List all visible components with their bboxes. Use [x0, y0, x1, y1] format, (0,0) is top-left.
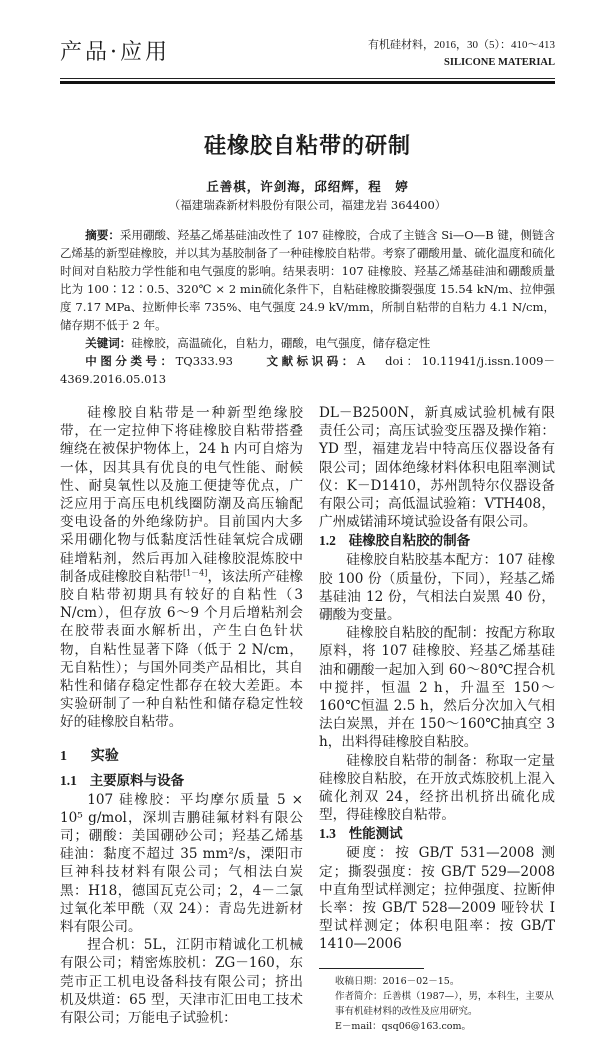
journal-english-name: SILICONE MATERIAL — [444, 57, 555, 68]
affiliation: （福建瑞森新材料股份有限公司，福建龙岩 364400） — [168, 198, 447, 212]
author-bio: 作者简介：丘善棋（1987—），男，本科生，主要从事有机硅材料的改性及应用研究。 — [335, 990, 554, 1017]
section-tag: 产品·应用 — [60, 40, 170, 65]
doc-code-label: 文献标识码： — [262, 354, 357, 368]
equipment-paragraph: 捏合机：5L，江阴市精诚化工机械有限公司；精密炼胶机：ZG－160，东莞市正工机电设备科技有限公司；挤出机及烘道：65 型，天津市汇田电工技术有限公司；万能电子试验机： — [60, 937, 303, 1027]
clc-value: TQ333.93 — [175, 354, 233, 368]
glue-prep-paragraph: 硅橡胶自粘胶的配制：按配方称取原料，将 107 硅橡胶、羟基乙烯基硅油和硼酸一起加入到 60～80℃捏合机中搅拌，恒温 2 h，升温至 150～160℃恒温 2.5 h，然后分次加入气相法白炭黑，并在 150～160℃抽真空 3 h，出料得硅橡胶自粘胶。 — [319, 625, 555, 751]
left-column — [60, 404, 303, 1034]
tests-paragraph: 硬度：按 GB/T 531—2008 测定；撕裂强度：按 GB/T 529—2008 中直角型试样测定；拉伸强度、拉断伸长率：按 GB/T 528—2009 哑铃状 I 型试样测定；体积电阻率：按 GB/T 1410—2006 — [319, 845, 555, 953]
keywords-text: 硅橡胶，高温硫化，自粘力，硼酸，电气强度，储存稳定性 — [131, 336, 431, 350]
section-heading-1-2 — [319, 531, 555, 551]
doc-code-value: A — [356, 354, 366, 368]
doi: doi：10.11941/j.issn.1009－4369.2016.05.013 — [60, 354, 556, 386]
journal-citation: 有机硅材料，2016，30（5）：410～413 — [368, 39, 555, 51]
tape-prep-paragraph: 硅橡胶自粘带的制备：称取一定量硅橡胶自粘胶，在开放式炼胶机上混入硫化剂双 24，经挤出机挤出硫化成型，得硅橡胶自粘带。 — [319, 752, 555, 824]
footnotes — [335, 974, 555, 1034]
formula-paragraph: 硅橡胶自粘胶基本配方：107 硅橡胶 100 份（质量份，下同），羟基乙烯基硅油 12 份，气相法白炭黑 40 份，硼酸为变量。 — [319, 552, 555, 624]
abstract — [60, 226, 555, 334]
authors: 丘善棋，许剑海，邱绍辉，程 婷 — [206, 179, 409, 194]
intro-text-cont: ，该法所产硅橡胶自粘带初期具有较好的自粘性（3 N/cm），但存放 6～9 个月后增粘剂会在胶带表面水解析出，产生白色针状物，自粘性显著下降（低于 2 N/cm，无自粘性）；与国外同类产品相比，其自粘性和储存稳定性都存在较大差距。本实验研制了一种自粘性和储存稳定性较好的硅橡胶自粘带。 — [60, 568, 304, 731]
page-header — [60, 36, 555, 72]
right-column — [319, 404, 555, 1034]
keywords — [60, 334, 555, 352]
section-heading-1-3 — [319, 824, 555, 844]
abstract-text: 采用硼酸、羟基乙烯基硅油改性了 107 硅橡胶，合成了主链含 Si—O—B 键，侧链含乙烯基的新型硅橡胶，并以其为基胶制备了一种硅橡胶自粘带。考察了硼酸用量、硫化温度和硫化时间对自粘胶力学性能和电气强度的影响。结果表明：107 硅橡胶、羟基乙烯基硅油和硼酸质量比为 100∶12∶0.5、320℃ × 2 min硫化条件下，自粘硅橡胶撕裂强度 15.54 kN/m、拉伸强度 7.17 MPa、拉断伸长率 735%、电气强度 24.9 kV/mm，所制自粘带的自粘力 4.1 N/cm，储存期不低于 2 年。 — [60, 228, 555, 332]
abstract-label: 摘要： — [85, 228, 120, 242]
received-date: 收稿日期：2016－02－15。 — [335, 975, 460, 987]
author-email: E－mail：qsq06@163.com。 — [335, 1020, 472, 1032]
section-title: 实验 — [90, 747, 119, 764]
section-title: 硅橡胶自粘胶的制备 — [348, 533, 471, 550]
journal-header — [368, 36, 555, 72]
section-number: 1.3 — [319, 826, 336, 842]
section-number: 1.1 — [60, 772, 77, 788]
header-rule-thin — [60, 78, 555, 79]
clc-label: 中图分类号： — [85, 354, 176, 368]
keywords-label: 关键词： — [85, 336, 132, 350]
materials-paragraph: 107 硅橡胶：平均摩尔质量 5 × 10⁵ g/mol，深圳吉鹏硅氟材料有限公司；硼酸：美国硼砂公司；羟基乙烯基硅油：黏度不超过 35 mm²/s，溧阳市巨神科技材料有限公司；气相法白炭黑：H18，德国瓦克公司；2，4－二氯过氧化苯甲酰（双 24）：青岛先进新材料有限公司。 — [60, 791, 303, 936]
header-rule-thick — [60, 81, 555, 84]
article-title: 硅橡胶自粘带的研制 — [203, 134, 411, 159]
citation: [1－4] — [182, 568, 208, 578]
footnote-rule — [319, 968, 424, 969]
classification — [60, 352, 555, 388]
section-title: 性能测试 — [348, 826, 403, 843]
section-heading-1-1 — [60, 771, 303, 791]
section-title: 主要原料与设备 — [89, 772, 185, 789]
section-number: 1.2 — [319, 533, 336, 549]
equipment-paragraph-continued: DL－B2500N，新真威试验机械有限责任公司；高压试验变压器及操作箱：YD 型，福建龙岩中特高压仪器设备有限公司；固体绝缘材料体积电阻率测试仪：K－D1410，苏州凯特尔仪器设备有限公司；高低温试验箱：VTH408，广州威锘浦环境试验设备有限公司。 — [319, 405, 555, 531]
abstract-block — [60, 226, 555, 388]
intro-text: 硅橡胶自粘带是一种新型绝缘胶带，在一定拉伸下将硅橡胶自粘带搭叠缠绕在被保护物体上，24 h 内可自熔为一体，因其具有优良的电气性能、耐候性、耐臭氧性以及施工便捷等优点，广泛应用于高压电机线圈防潮及高压输配变电设备的外绝缘防护。目前国内大多采用硼化物与低黏度活性硅氧烷合成硼硅增粘剂，然后再加入硅橡胶混炼胶中制备成硅橡胶自粘带 — [60, 405, 303, 585]
intro-paragraph — [60, 404, 303, 732]
section-heading-1 — [60, 746, 303, 767]
section-number: 1 — [60, 748, 67, 764]
body-columns — [60, 404, 555, 1034]
